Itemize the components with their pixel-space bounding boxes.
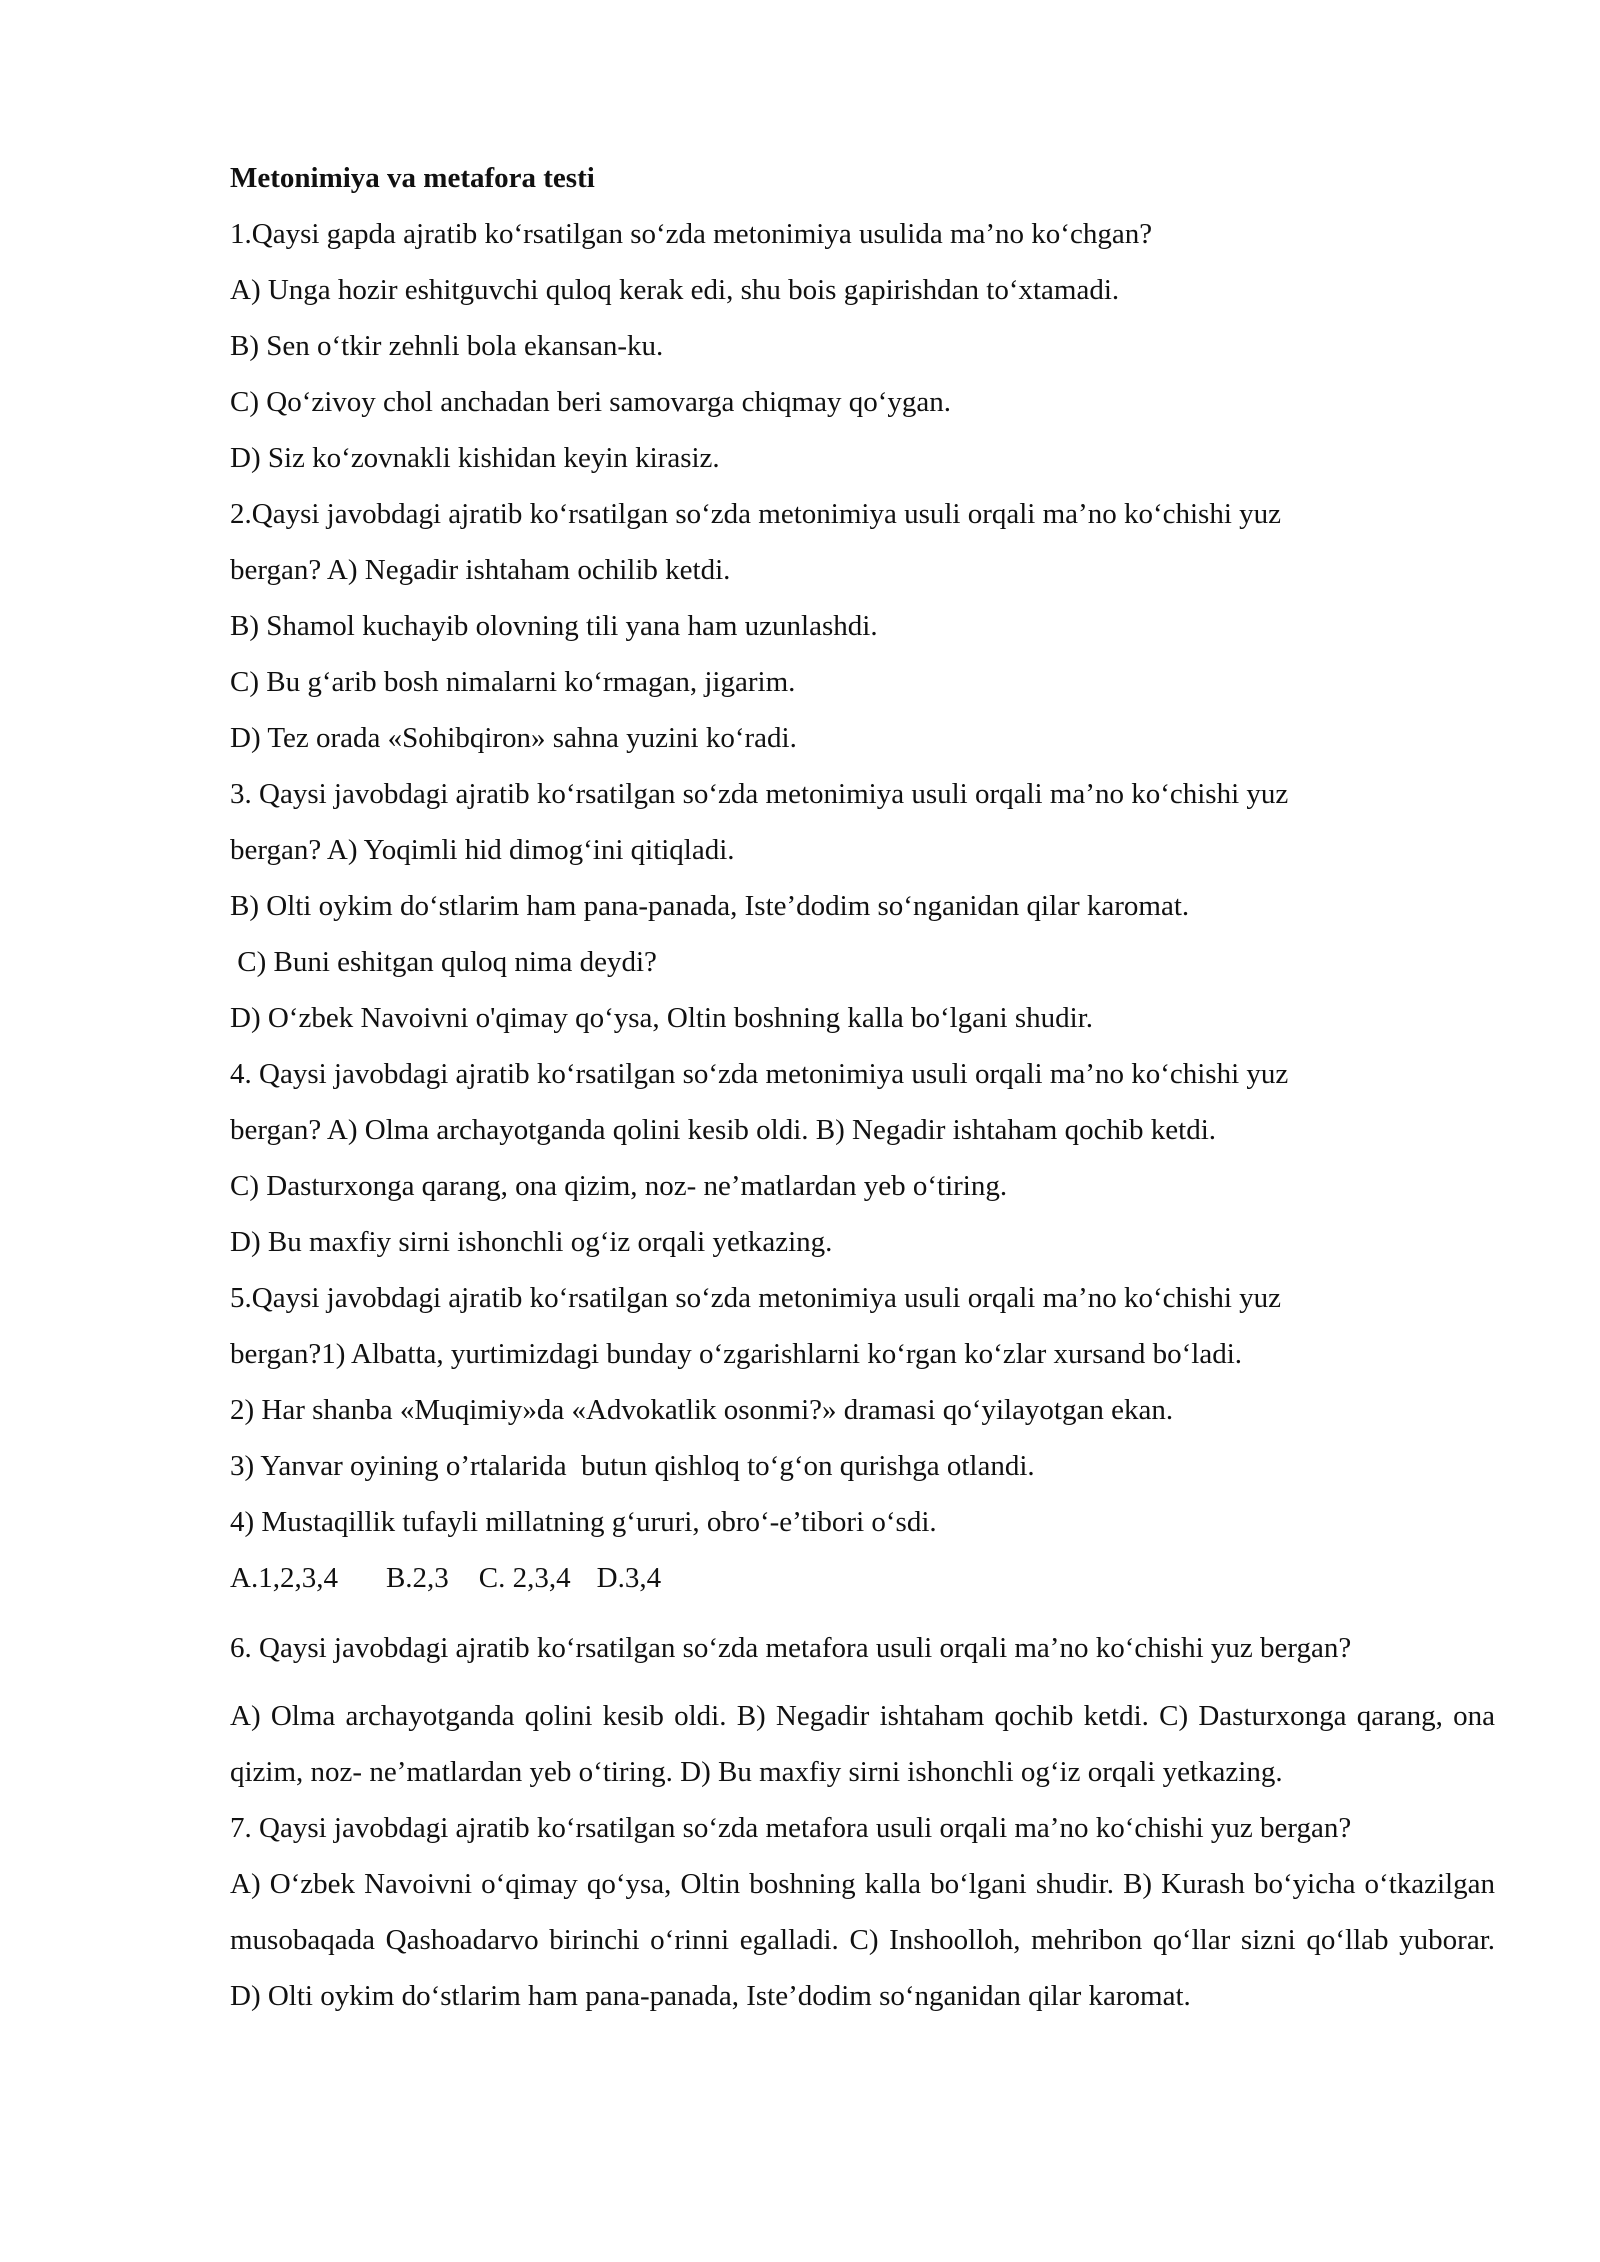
q4-question-line1: 4. Qaysi javobdagi ajratib ko‘rsatilgan so‘zda metonimiya usuli orqali ma’no ko‘chishi yuz <box>230 1058 1289 1090</box>
document-title: Metonimiya va metafora testi <box>230 162 595 194</box>
q3-option-c: C) Buni eshitgan quloq nima deydi? <box>230 946 657 978</box>
q5-answer-choices <box>230 1550 1495 1606</box>
q5-question-line2: bergan?1) Albatta, yurtimizdagi bunday o‘zgarishlarni ko‘rgan ko‘zlar xursand bo‘ladi. <box>230 1338 1242 1370</box>
q5-answer-d: D.3,4 <box>596 1562 662 1594</box>
q2-option-b: B) Shamol kuchayib olovning tili yana ham uzunlashdi. <box>230 610 878 642</box>
q2-question-line1: 2.Qaysi javobdagi ajratib ko‘rsatilgan so‘zda metonimiya usuli orqali ma’no ko‘chishi yuz <box>230 498 1281 530</box>
q6-question: 6. Qaysi javobdagi ajratib ko‘rsatilgan so‘zda metafora usuli orqali ma’no ko‘chishi yuz bergan? <box>230 1632 1352 1664</box>
q5-answer-c: C. 2,3,4 <box>478 1562 571 1594</box>
q5-question-line1: 5.Qaysi javobdagi ajratib ko‘rsatilgan so‘zda metonimiya usuli orqali ma’no ko‘chishi yuz <box>230 1282 1281 1314</box>
q1-option-a: A) Unga hozir eshitguvchi quloq kerak edi, shu bois gapirishdan to‘xtamadi. <box>230 274 1120 306</box>
q7-question: 7. Qaysi javobdagi ajratib ko‘rsatilgan so‘zda metafora usuli orqali ma’no ko‘chishi yuz bergan? <box>230 1812 1352 1844</box>
q5-statement-2: 2) Har shanba «Muqimiy»da «Advokatlik osonmi?» dramasi qo‘yilayotgan ekan. <box>230 1394 1174 1426</box>
q7-options: A) O‘zbek Navoivni o‘qimay qo‘ysa, Oltin boshning kalla bo‘lgani shudir. B) Kurash bo‘yicha o‘tkazilgan musobaqada Qashoadarvo birinchi o‘rinni egalladi. C) Inshoolloh, mehribon qo‘llar sizni qo‘llab yuborar. D) Olti oykim do‘stlarim ham pana-panada, Iste’dodim so‘nganidan qilar karomat. <box>230 1868 1495 2012</box>
document-page <box>230 150 1495 2024</box>
q4-question-line2: bergan? A) Olma archayotganda qolini kesib oldi. B) Negadir ishtaham qochib ketdi. <box>230 1114 1217 1146</box>
q5-answer-a: A.1,2,3,4 <box>230 1562 338 1594</box>
q1-question: 1.Qaysi gapda ajratib ko‘rsatilgan so‘zda metonimiya usulida ma’no ko‘chgan? <box>230 218 1153 250</box>
q5-answer-b: B.2,3 <box>385 1562 449 1594</box>
q4-option-c: C) Dasturxonga qarang, ona qizim, noz- ne’matlardan yeb o‘tiring. <box>230 1170 1008 1202</box>
q3-option-d: D) O‘zbek Navoivni o'qimay qo‘ysa, Oltin boshning kalla bo‘lgani shudir. <box>230 1002 1094 1034</box>
q3-question-line1: 3. Qaysi javobdagi ajratib ko‘rsatilgan so‘zda metonimiya usuli orqali ma’no ko‘chishi yuz <box>230 778 1289 810</box>
q6-options: A) Olma archayotganda qolini kesib oldi. B) Negadir ishtaham qochib ketdi. C) Dasturxonga qarang, ona qizim, noz- ne’matlardan yeb o‘tiring. D) Bu maxfiy sirni ishonchli og‘iz orqali yetkazing. <box>230 1700 1495 1788</box>
q3-option-b: B) Olti oykim do‘stlarim ham pana-panada, Iste’dodim so‘nganidan qilar karomat. <box>230 890 1190 922</box>
q1-option-b: B) Sen o‘tkir zehnli bola ekansan-ku. <box>230 330 664 362</box>
q1-option-c: C) Qo‘zivoy chol anchadan beri samovarga chiqmay qo‘ygan. <box>230 386 952 418</box>
q2-question-line2: bergan? A) Negadir ishtaham ochilib ketdi. <box>230 554 731 586</box>
q2-option-d: D) Tez orada «Sohibqiron» sahna yuzini ko‘radi. <box>230 722 797 754</box>
q3-question-line2: bergan? A) Yoqimli hid dimog‘ini qitiqladi. <box>230 834 735 866</box>
q5-statement-3: 3) Yanvar oyining o’rtalarida butun qishloq to‘g‘on qurishga otlandi. <box>230 1450 1035 1482</box>
q1-option-d: D) Siz ko‘zovnakli kishidan keyin kirasiz. <box>230 442 720 474</box>
q5-statement-4: 4) Mustaqillik tufayli millatning g‘ururi, obro‘-e’tibori o‘sdi. <box>230 1506 937 1538</box>
q4-option-d: D) Bu maxfiy sirni ishonchli og‘iz orqali yetkazing. <box>230 1226 833 1258</box>
q2-option-c: C) Bu g‘arib bosh nimalarni ko‘rmagan, jigarim. <box>230 666 796 698</box>
